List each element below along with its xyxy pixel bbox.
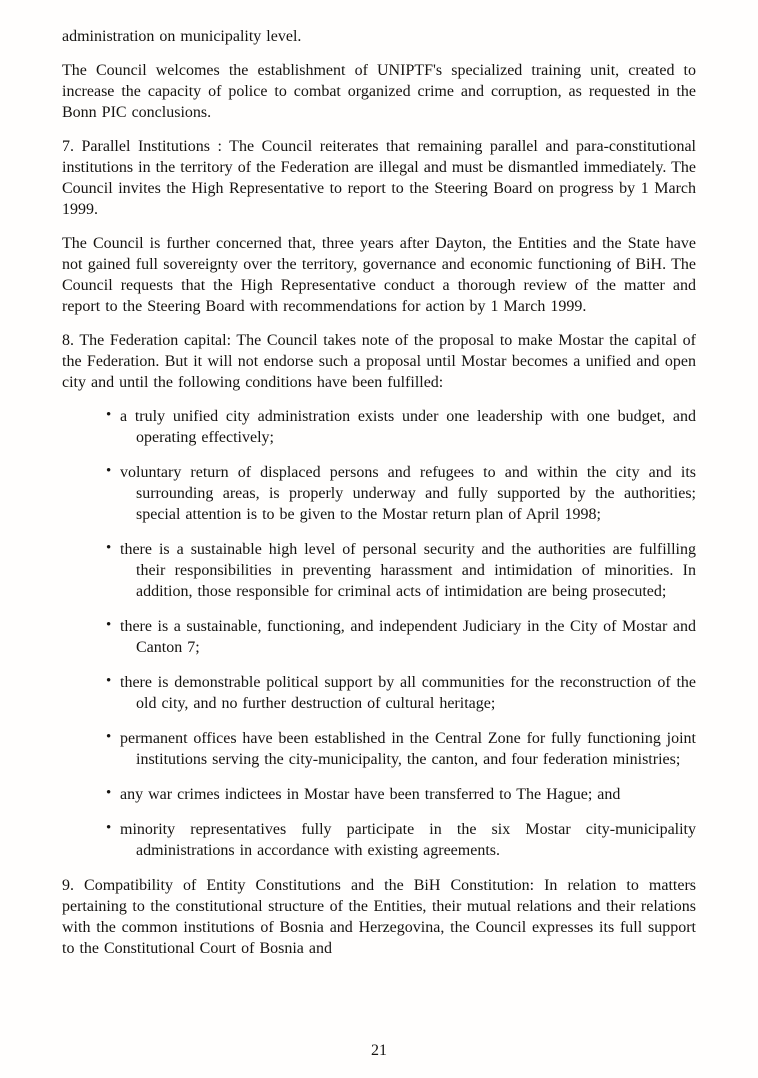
condition-text: there is demonstrable political support by all communities for the reconstruction of the old city, and no further destruction of cultural heritage;: [120, 674, 696, 712]
condition-text: there is a sustainable high level of personal security and the authorities are fulfilling their responsibilities in preventing harassment and intimidation of minorities. In addition, those responsible for criminal acts of intimidation are being prosecuted;: [120, 541, 696, 600]
condition-text: there is a sustainable, functioning, and independent Judiciary in the City of Mostar and Canton 7;: [120, 618, 696, 656]
bullet-icon: •: [106, 820, 112, 836]
bullet-icon: •: [106, 785, 112, 801]
paragraph-section-7-parallel-institutions: 7. Parallel Institutions : The Council reiterates that remaining parallel and para-constitutional institutions in the territory of the Federation are illegal and must be dismantled immediately. The Council invites the High Representative to report to the Steering Board on progress by 1 March 1999.: [62, 138, 696, 218]
bullet-icon: •: [106, 617, 112, 633]
condition-item: [62, 672, 696, 714]
condition-text: minority representatives fully participate in the six Mostar city-municipality administrations in accordance with existing agreements.: [120, 821, 696, 859]
condition-item: [62, 784, 696, 805]
bullet-icon: •: [106, 463, 112, 479]
paragraph-section-9-entity-constitutions: 9. Compatibility of Entity Constitutions and the BiH Constitution: In relation to matters pertaining to the constitutional structure of the Entities, their mutual relations and their relations with the common institutions of Bosnia and Herzegovina, the Council expresses its full support to the Constitutional Court of Bosnia and: [62, 877, 696, 957]
condition-item: [62, 462, 696, 525]
bullet-icon: •: [106, 673, 112, 689]
page-number: 21: [371, 1042, 387, 1059]
condition-text: voluntary return of displaced persons and refugees to and within the city and its surrounding areas, is properly underway and fully supported by the authorities; special attention is to be given to the Mostar return plan of April 1998;: [120, 464, 696, 523]
condition-item: [62, 819, 696, 861]
condition-text: a truly unified city administration exists under one leadership with one budget, and operating effectively;: [120, 408, 696, 446]
condition-item: [62, 406, 696, 448]
bullet-icon: •: [106, 540, 112, 556]
condition-item: [62, 728, 696, 770]
condition-text: any war crimes indictees in Mostar have been transferred to The Hague; and: [120, 786, 621, 803]
paragraph-dayton-sovereignty: The Council is further concerned that, three years after Dayton, the Entities and the State have not gained full sovereignty over the territory, governance and economic functioning of BiH. The Council requests that the High Representative conduct a thorough review of the matter and report to the Steering Board with recommendations for action by 1 March 1999.: [62, 235, 696, 315]
document-body: [62, 26, 696, 972]
condition-item: [62, 539, 696, 602]
condition-text: permanent offices have been established in the Central Zone for fully functioning joint institutions serving the city-municipality, the canton, and four federation ministries;: [120, 730, 696, 768]
conditions-list: [62, 406, 696, 861]
bullet-icon: •: [106, 729, 112, 745]
bullet-icon: •: [106, 407, 112, 423]
paragraph-uniptf: The Council welcomes the establishment of UNIPTF's specialized training unit, created to increase the capacity of police to combat organized crime and corruption, as requested in the Bonn PIC conclusions.: [62, 62, 696, 121]
condition-item: [62, 616, 696, 658]
paragraph-continuation: administration on municipality level.: [62, 28, 302, 45]
paragraph-section-8-federation-capital: 8. The Federation capital: The Council takes note of the proposal to make Mostar the capital of the Federation. But it will not endorse such a proposal until Mostar becomes a unified and open city and until the following conditions have been fulfilled:: [62, 332, 696, 391]
